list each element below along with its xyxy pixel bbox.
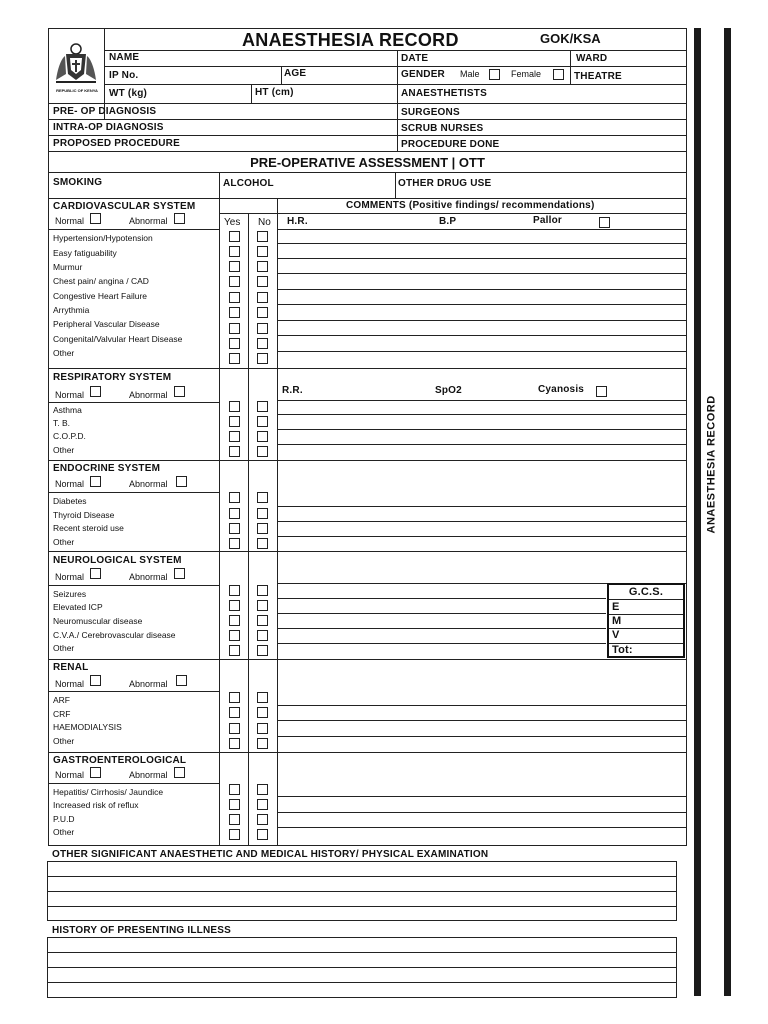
endo-item-label: Other: [53, 537, 75, 547]
gastro-no-checkbox[interactable]: [257, 814, 268, 825]
renal-no-checkbox[interactable]: [257, 707, 268, 718]
male-checkbox[interactable]: [489, 69, 500, 80]
resp-title: RESPIRATORY SYSTEM: [53, 372, 172, 383]
renal-yes-checkbox[interactable]: [229, 692, 240, 703]
cardio-no-checkbox[interactable]: [257, 353, 268, 364]
yes-header: Yes: [224, 217, 241, 228]
resp-item-label: T. B.: [53, 418, 71, 428]
cardio-no-checkbox[interactable]: [257, 276, 268, 287]
resp-no-checkbox[interactable]: [257, 446, 268, 457]
neuro-normal-checkbox[interactable]: [90, 568, 101, 579]
endo-yes-checkbox[interactable]: [229, 492, 240, 503]
neuro-abnormal-checkbox[interactable]: [174, 568, 185, 579]
resp-comment-line[interactable]: [277, 429, 687, 430]
other-drug-use-label: OTHER DRUG USE: [398, 178, 492, 189]
neuro-comment-line[interactable]: [277, 598, 606, 599]
gastro-comment-line[interactable]: [277, 796, 687, 797]
ip-no-label: IP No.: [109, 70, 139, 81]
gastro-no-checkbox[interactable]: [257, 784, 268, 795]
gcs-title: G.C.S.: [628, 586, 664, 598]
neuro-normal-label: Normal: [55, 572, 85, 582]
cardio-comment-line[interactable]: [277, 273, 687, 274]
neuro-no-checkbox[interactable]: [257, 615, 268, 626]
resp-yes-checkbox[interactable]: [229, 401, 240, 412]
cardio-abnormal-checkbox[interactable]: [174, 213, 185, 224]
cardio-comment-line[interactable]: [277, 243, 687, 244]
neuro-abnormal-label: Abnormal: [129, 572, 168, 582]
alcohol-label: ALCOHOL: [223, 178, 274, 189]
endo-no-checkbox[interactable]: [257, 523, 268, 534]
neuro-no-checkbox[interactable]: [257, 645, 268, 656]
neuro-no-checkbox[interactable]: [257, 585, 268, 596]
cardio-no-checkbox[interactable]: [257, 246, 268, 257]
neuro-title: NEUROLOGICAL SYSTEM: [53, 555, 182, 566]
wt-label: WT (kg): [109, 88, 148, 99]
cardio-yes-checkbox[interactable]: [229, 261, 240, 272]
side-bar-left: [694, 28, 701, 996]
cardio-no-checkbox[interactable]: [257, 292, 268, 303]
cardio-abnormal-label: Abnormal: [129, 216, 168, 226]
renal-abnormal-label: Abnormal: [129, 679, 168, 689]
neuro-no-checkbox[interactable]: [257, 630, 268, 641]
gastro-abnormal-checkbox[interactable]: [174, 767, 185, 778]
neuro-yes-checkbox[interactable]: [229, 600, 240, 611]
renal-item-label: ARF: [53, 695, 70, 705]
date-label: DATE: [401, 53, 429, 64]
pre-op-diagnosis-label: PRE- OP DIAGNOSIS: [53, 106, 157, 117]
gastro-abnormal-label: Abnormal: [129, 770, 168, 780]
cardio-yes-checkbox[interactable]: [229, 292, 240, 303]
cardio-no-checkbox[interactable]: [257, 338, 268, 349]
side-bar-right: [724, 28, 731, 996]
endo-no-checkbox[interactable]: [257, 508, 268, 519]
ht-label: HT (cm): [255, 87, 294, 98]
neuro-comment-line[interactable]: [277, 628, 606, 629]
gastro-yes-checkbox[interactable]: [229, 799, 240, 810]
smoking-label: SMOKING: [53, 177, 103, 188]
logo-caption: REPUBLIC OF KENYA: [56, 88, 98, 93]
cardio-item-label: Murmur: [53, 262, 83, 272]
neuro-item-label: C.V.A./ Cerebrovascular disease: [53, 630, 176, 640]
surgeons-label: SURGEONS: [401, 107, 460, 118]
cardio-yes-checkbox[interactable]: [229, 338, 240, 349]
name-label: NAME: [109, 52, 140, 63]
resp-comment-line[interactable]: [277, 444, 687, 445]
intra-op-diagnosis-label: INTRA-OP DIAGNOSIS: [53, 122, 164, 133]
cyanosis-label: Cyanosis: [538, 384, 585, 395]
cardio-comment-line[interactable]: [277, 304, 687, 305]
resp-normal-label: Normal: [55, 390, 85, 400]
cardio-yes-checkbox[interactable]: [229, 246, 240, 257]
renal-item-label: HAEMODIALYSIS: [53, 722, 122, 732]
endo-abnormal-label: Abnormal: [129, 479, 168, 489]
cardio-title: CARDIOVASCULAR SYSTEM: [53, 201, 196, 212]
cardio-comment-line[interactable]: [277, 289, 687, 290]
cardio-item-label: Chest pain/ angina / CAD: [53, 276, 149, 286]
gcs-total-label: Tot:: [612, 644, 633, 656]
endo-yes-checkbox[interactable]: [229, 523, 240, 534]
cardio-comment-line[interactable]: [277, 351, 687, 352]
resp-no-checkbox[interactable]: [257, 416, 268, 427]
gastro-comment-line[interactable]: [277, 812, 687, 813]
resp-item-label: C.O.P.D.: [53, 431, 86, 441]
age-label: AGE: [284, 68, 307, 79]
kenya-coat-of-arms-icon: [50, 40, 102, 92]
cardio-item-label: Hypertension/Hypotension: [53, 233, 153, 243]
neuro-yes-checkbox[interactable]: [229, 615, 240, 626]
gcs-m-label: M: [612, 615, 622, 627]
no-header: No: [258, 217, 271, 228]
neuro-yes-checkbox[interactable]: [229, 585, 240, 596]
theatre-label: THEATRE: [574, 71, 622, 82]
resp-item-label: Asthma: [53, 405, 82, 415]
other-history-label: OTHER SIGNIFICANT ANAESTHETIC AND MEDICAL HISTORY/ PHYSICAL EXAMINATION: [52, 849, 489, 860]
renal-yes-checkbox[interactable]: [229, 738, 240, 749]
endo-normal-label: Normal: [55, 479, 85, 489]
cardio-item-label: Easy fatiguability: [53, 248, 117, 258]
proposed-procedure-label: PROPOSED PROCEDURE: [53, 138, 180, 149]
gastro-yes-checkbox[interactable]: [229, 814, 240, 825]
resp-no-checkbox[interactable]: [257, 401, 268, 412]
renal-comment-line[interactable]: [277, 736, 687, 737]
cardio-no-checkbox[interactable]: [257, 323, 268, 334]
cyanosis-checkbox[interactable]: [596, 386, 607, 397]
resp-no-checkbox[interactable]: [257, 431, 268, 442]
gastro-yes-checkbox[interactable]: [229, 829, 240, 840]
gastro-normal-checkbox[interactable]: [90, 767, 101, 778]
cardio-item-label: Congestive Heart Failure: [53, 291, 148, 301]
gastro-item-label: Increased risk of reflux: [53, 800, 139, 810]
neuro-item-label: Elevated ICP: [53, 602, 103, 612]
renal-abnormal-checkbox[interactable]: [176, 675, 187, 686]
bp-label: B.P: [439, 216, 457, 227]
resp-normal-checkbox[interactable]: [90, 386, 101, 397]
endo-comment-line[interactable]: [277, 536, 687, 537]
gastro-normal-label: Normal: [55, 770, 85, 780]
cardio-yes-checkbox[interactable]: [229, 231, 240, 242]
gcs-e-label: E: [612, 601, 620, 613]
resp-abnormal-checkbox[interactable]: [174, 386, 185, 397]
renal-normal-label: Normal: [55, 679, 85, 689]
cardio-no-checkbox[interactable]: [257, 307, 268, 318]
cardio-no-checkbox[interactable]: [257, 231, 268, 242]
hr-label: H.R.: [287, 216, 308, 227]
cardio-comment-line[interactable]: [277, 335, 687, 336]
cardio-comment-line[interactable]: [277, 320, 687, 321]
pallor-checkbox[interactable]: [599, 217, 610, 228]
gender-label: GENDER: [401, 69, 445, 80]
neuro-item-label: Neuromuscular disease: [53, 616, 143, 626]
renal-no-checkbox[interactable]: [257, 738, 268, 749]
male-label: Male: [460, 69, 480, 79]
renal-yes-checkbox[interactable]: [229, 723, 240, 734]
resp-item-label: Other: [53, 445, 75, 455]
endo-no-checkbox[interactable]: [257, 492, 268, 503]
gastro-title: GASTROENTEROLOGICAL: [53, 755, 187, 766]
pallor-label: Pallor: [533, 215, 562, 226]
endo-title: ENDOCRINE SYSTEM: [53, 463, 161, 474]
endo-yes-checkbox[interactable]: [229, 538, 240, 549]
gastro-no-checkbox[interactable]: [257, 799, 268, 810]
rr-label: R.R.: [282, 385, 303, 396]
gastro-comment-line[interactable]: [277, 827, 687, 828]
comments-header: COMMENTS (Positive findings/ recommendations): [346, 200, 595, 211]
renal-yes-checkbox[interactable]: [229, 707, 240, 718]
neuro-comment-line[interactable]: [277, 643, 606, 644]
endo-item-label: Diabetes: [53, 496, 87, 506]
endo-abnormal-checkbox[interactable]: [176, 476, 187, 487]
ward-label: WARD: [576, 53, 608, 64]
gcs-v-label: V: [612, 629, 620, 641]
cardio-no-checkbox[interactable]: [257, 261, 268, 272]
gastro-item-label: P.U.D: [53, 814, 75, 824]
resp-comment-line[interactable]: [277, 414, 687, 415]
renal-title: RENAL: [53, 662, 89, 673]
cardio-yes-checkbox[interactable]: [229, 353, 240, 364]
endo-comment-line[interactable]: [277, 506, 687, 507]
cardio-item-label: Other: [53, 348, 75, 358]
neuro-item-label: Seizures: [53, 589, 87, 599]
cardio-normal-label: Normal: [55, 216, 85, 226]
renal-no-checkbox[interactable]: [257, 692, 268, 703]
renal-comment-line[interactable]: [277, 705, 687, 706]
gastro-no-checkbox[interactable]: [257, 829, 268, 840]
female-checkbox[interactable]: [553, 69, 564, 80]
endo-item-label: Recent steroid use: [53, 523, 124, 533]
form-code: GOK/KSA: [540, 31, 601, 46]
gastro-item-label: Other: [53, 827, 75, 837]
resp-yes-checkbox[interactable]: [229, 431, 240, 442]
endo-comment-line[interactable]: [277, 521, 687, 522]
endo-yes-checkbox[interactable]: [229, 508, 240, 519]
neuro-yes-checkbox[interactable]: [229, 645, 240, 656]
cardio-item-label: Peripheral Vascular Disease: [53, 319, 160, 329]
resp-abnormal-label: Abnormal: [129, 390, 168, 400]
gastro-yes-checkbox[interactable]: [229, 784, 240, 795]
scrub-nurses-label: SCRUB NURSES: [401, 123, 484, 134]
cardio-item-label: Congenital/Valvular Heart Disease: [53, 334, 183, 344]
renal-item-label: CRF: [53, 709, 71, 719]
page-title: ANAESTHESIA RECORD: [242, 30, 459, 50]
resp-yes-checkbox[interactable]: [229, 446, 240, 457]
cardio-yes-checkbox[interactable]: [229, 323, 240, 334]
neuro-comment-line[interactable]: [277, 613, 606, 614]
spo2-label: SpO2: [435, 385, 462, 396]
endo-no-checkbox[interactable]: [257, 538, 268, 549]
neuro-yes-checkbox[interactable]: [229, 630, 240, 641]
assessment-title: PRE-OPERATIVE ASSESSMENT | OTT: [250, 155, 485, 170]
gastro-item-label: Hepatitis/ Cirrhosis/ Jaundice: [53, 787, 164, 797]
anaesthetists-label: ANAESTHETISTS: [401, 88, 487, 99]
procedure-done-label: PROCEDURE DONE: [401, 139, 500, 150]
female-label: Female: [511, 69, 542, 79]
neuro-no-checkbox[interactable]: [257, 600, 268, 611]
cardio-comment-line[interactable]: [277, 258, 687, 259]
renal-item-label: Other: [53, 736, 75, 746]
renal-normal-checkbox[interactable]: [90, 675, 101, 686]
neuro-item-label: Other: [53, 643, 75, 653]
endo-item-label: Thyroid Disease: [53, 510, 115, 520]
cardio-normal-checkbox[interactable]: [90, 213, 101, 224]
side-title: ANAESTHESIA RECORD: [705, 395, 718, 534]
renal-comment-line[interactable]: [277, 720, 687, 721]
renal-no-checkbox[interactable]: [257, 723, 268, 734]
cardio-yes-checkbox[interactable]: [229, 276, 240, 287]
presenting-illness-label: HISTORY OF PRESENTING ILLNESS: [52, 925, 231, 936]
cardio-item-label: Arrythmia: [53, 305, 90, 315]
cardio-yes-checkbox[interactable]: [229, 307, 240, 318]
endo-normal-checkbox[interactable]: [90, 476, 101, 487]
resp-yes-checkbox[interactable]: [229, 416, 240, 427]
